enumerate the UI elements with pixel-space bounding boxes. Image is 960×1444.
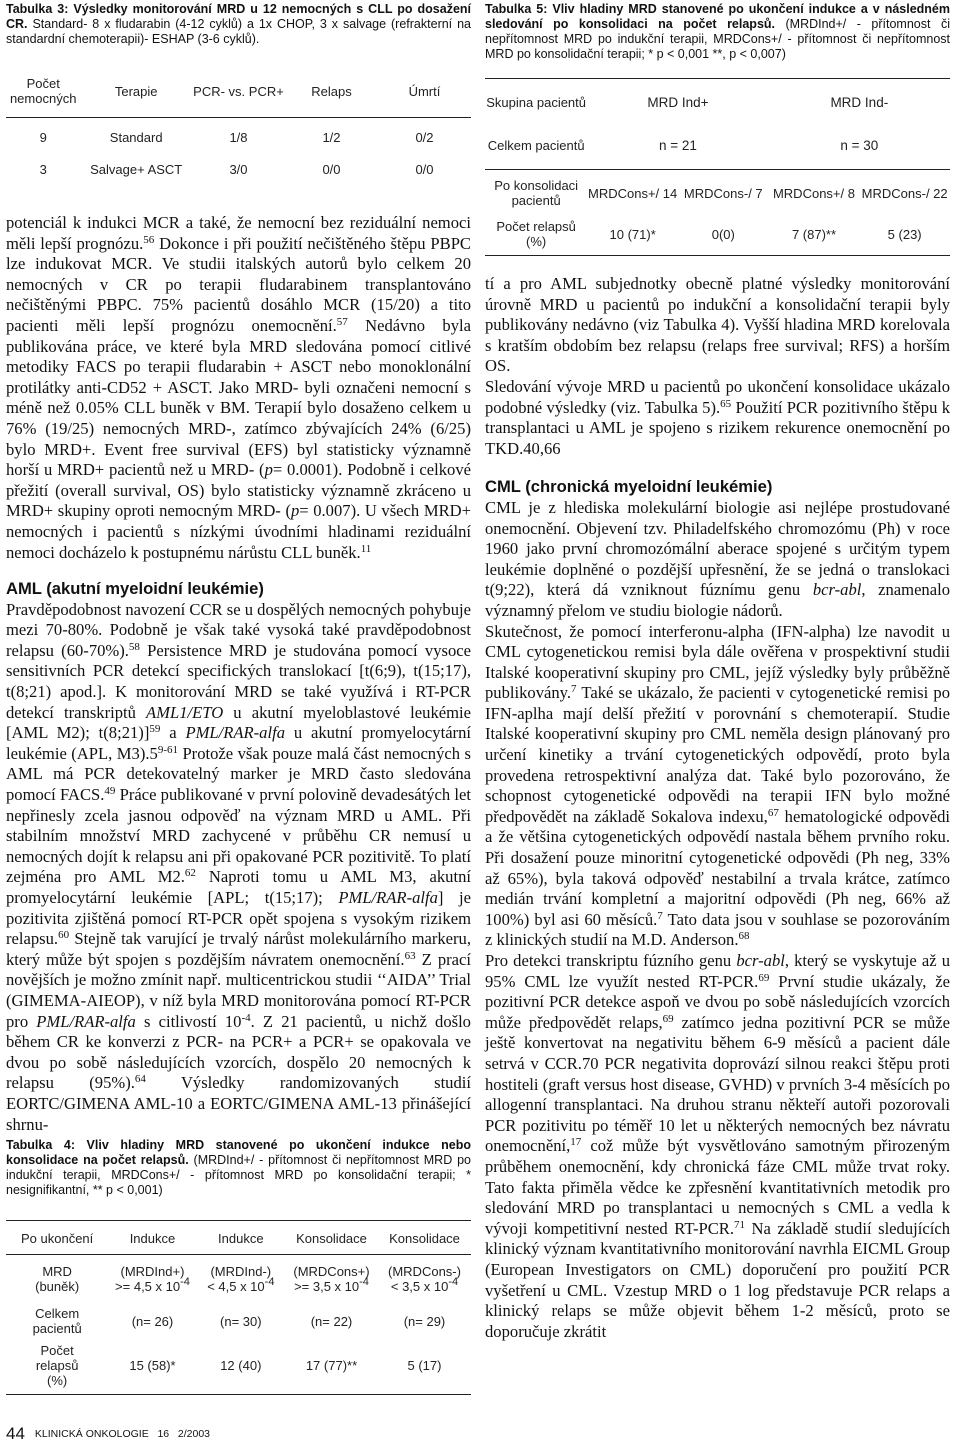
row-label: MRD (buněk) (35, 1264, 80, 1294)
table-cell: 0/2 (415, 129, 434, 145)
text: >= 3,5 x 10 (294, 1279, 360, 1294)
section-heading-cml: CML (chronická myeloidní leukémie) (485, 477, 773, 497)
row-label: Počet relapsů (%) (496, 219, 576, 249)
table-cell (108, 1259, 196, 1299)
text: Použití PCR pozitivního štěpu k transplantaci u AML je spojeno s rizikem rekurence onemocnění po TKD.40,66 (485, 397, 950, 458)
paragraph (485, 498, 950, 622)
table3-divider (6, 117, 471, 118)
right-column (485, 0, 950, 1342)
table-cell: MRDCons-/ 7 (683, 185, 763, 201)
table4-header (6, 1227, 471, 1249)
table-row (6, 1343, 471, 1388)
table3-header-cell: Relaps (311, 83, 352, 99)
text: >= 4,5 x 10 (115, 1279, 181, 1294)
text: u akutní myeloblastové leukémie [AML M2); t(8;21)] (6, 702, 471, 743)
table-cell: MRDCons+/ 8 (772, 185, 855, 201)
cell-name: (MRDCons+) (293, 1264, 370, 1279)
text: Tato data jsou v souhlase se pozorováním z klinických studií na M.D. Anderson. (485, 909, 950, 950)
text: < 4,5 x 10 (207, 1279, 265, 1294)
table-cell (197, 1259, 285, 1299)
table4-header-cell: Konsolidace (296, 1230, 367, 1246)
text: u akutní promyelocytární leukémie (APL, M3).5 (6, 723, 471, 763)
text: Na základě studií sledujících klinický význam kvantitativního monitorování navrhla EICML Group (European Investigators on CML) doporučení pro použití PCR vyšetření u CML. Vzestup MRD o 1 log představuje PCR relaps a klinický relaps se může objevit během 1-2 měsíců, proto se doporučuje zkrátit (485, 1218, 950, 1341)
citation: 65 (720, 397, 732, 410)
text: Sledování vývoje MRD u pacientů po ukončení konsolidace ukázalo podobné výsledky (viz. Tabulka 5). (485, 376, 950, 417)
table4-top-rule (6, 1220, 471, 1221)
citation: 11 (360, 542, 372, 555)
table-cell: 9 (39, 129, 47, 145)
paragraph: tí a pro AML subjednotky obecně platné výsledky monitorování úrovně MRD u pacientů po indukční a konsolidační terapii byly publikovány nedávno (viz Tabulka 4). Vyšší hladina MRD korelovala s kratším obdobím bez relapsu (relaps free survival; RFS) a horším OS. (485, 274, 950, 376)
table5-caption-title: Tabulka 5: Vliv hladiny MRD stanovené po ukončení indukce a v následném sledování po konsolidaci na počet relapsů. (485, 2, 950, 31)
text: , který se vyskytuje až u 95% CML lze využít nested RT-PCR. (485, 951, 950, 991)
paragraph (6, 600, 471, 1135)
section-heading-aml: AML (akutní myeloidní leukémie) (6, 579, 264, 599)
citation: 17 (570, 1136, 582, 1149)
table-cell: (n= 22) (310, 1313, 353, 1329)
table5-grid (485, 79, 950, 255)
table-cell: 5 (17) (407, 1358, 442, 1373)
table4-caption (6, 1138, 471, 1198)
table4 (6, 1138, 471, 1395)
journal-name: KLINICKÁ ONKOLOGIE 16 2/2003 (34, 1428, 211, 1440)
citation: 64 (134, 1073, 146, 1086)
table-row (485, 173, 950, 213)
citation: 56 (143, 233, 155, 246)
citation: 59 (149, 723, 161, 736)
table-cell: (n= 26) (131, 1313, 174, 1329)
table-cell: MRDCons+/ 14 (588, 185, 678, 201)
citation: 7 (571, 683, 577, 696)
table-cell: MRD Ind- (830, 94, 889, 110)
text: AML1/ETO (146, 702, 224, 722)
text: Protože však pouze malá část nemocných s AML má PCR detekovatelný marker je MRD často sledována pomocí FACS. (6, 743, 471, 805)
text: Stejně tak varující je trvalý nárůst molekulárního markeru, který může být spojen s pozdějším návratem onemocnění. (6, 929, 471, 969)
row-label: Skupina pacientů (486, 94, 587, 110)
text: Výsledky randomizovaných studií EORTC/GIMENA AML-10 a EORTC/GIMENA AML-13 přinášející shrnu- (6, 1073, 471, 1134)
table-row (6, 1259, 471, 1299)
text: CML je z hlediska molekulární biologie asi nejlépe prostudované onemocnění. Objevení tzv. Philadelfského chromozómu (Ph) v roce 1960 jako první chromozómální aberace spojené s určitým typem leukémie doplněné o pozdější upřesnění, že se jedná o translokaci t(9;22), která dá vzniknout fúznímu genu (485, 497, 950, 600)
citation: 67 (767, 806, 779, 819)
citation: 69 (758, 971, 770, 984)
text: . Z 21 pacientů, u nichž došlo během CR ke konverzi z PCR- na PCR+ a PCR+ se opakovala ve dvou po sobě následujících vzorcích, dospělo 20 nemocných k relapsu (95%). (6, 1011, 471, 1093)
text: bcr-abl (812, 580, 862, 600)
table5-bottom-rule (485, 255, 950, 256)
cell-name: (MRDCons-) (388, 1264, 461, 1279)
exponent: -4 (359, 1276, 369, 1288)
table4-header-cell: Po ukončení (21, 1230, 94, 1246)
table-cell: 1/2 (322, 129, 341, 145)
table3-caption-title: Tabulka 3: Výsledky monitorování MRD u 12 nemocných s CLL po dosažení CR. (6, 2, 471, 31)
exponent: -4 (264, 1276, 275, 1288)
text: a (160, 723, 186, 743)
table-cell: (n= 29) (403, 1313, 446, 1329)
table-row (6, 123, 471, 151)
text: Pro detekci transkriptu fúzního genu (485, 951, 737, 970)
table-cell: Standard (109, 129, 163, 145)
text: PML/RAR-alfa (36, 1011, 136, 1031)
text: < 3,5 x 10 (390, 1279, 449, 1294)
table-row (6, 1299, 471, 1343)
table-cell: MRD Ind+ (647, 94, 709, 110)
table-cell: 1/8 (229, 129, 248, 145)
citation: 49 (104, 785, 116, 798)
table-cell: Salvage+ ASCT (90, 161, 183, 177)
table-row (485, 79, 950, 125)
paragraph (485, 951, 950, 1342)
table4-header-cell: Indukce (218, 1230, 264, 1246)
cell-name: (MRDInd-) (210, 1264, 272, 1279)
table4-caption-text: (MRDInd+/ - přítomnost či nepřítomnost MRD po indukční terapii, MRDCons+/ - přítomnost MRD po konsolidační terapii; * nesignifikantní, ** p < 0,001) (6, 1153, 471, 1197)
text: , znamenalo významný přelom ve studiu biologie nádorů. (485, 580, 951, 620)
table3-grid (6, 71, 471, 187)
citation: 60 (58, 929, 70, 942)
cell-value (378, 1276, 471, 1294)
table-cell (378, 1259, 471, 1299)
table-row (485, 213, 950, 255)
text: zatímco jedna pozitivní PCR se může ještě konvertovat na negativitu během 6-9 měsíců a pacient dále setrvá v CCR.70 PCR negativita doprovází silnou reakci štěpu proti hostiteli (graft versus host disease, GVHD) v prvních 3-4 měsících po allogenní transplantaci. Na druhou stranu někteří autoři pozorovali PCR pozitivitu po téměř 10 let u některých nemocných bez návratu onemocnění, (485, 1012, 951, 1156)
row-label: Celkem pacientů (487, 137, 585, 153)
text: Persistence MRD je studována pomocí vysoce sensitivních PCR detekcí specifických translokací [t(6;9), t(15;17), t(8;21) apod.]. K monitorování MRD se také využívá i RT-PCR detekcí transkriptů (6, 640, 471, 722)
text: Z prací novějších je možno zmínit např. multicentrickou studii ‘‘AIDA’’ Trial (GIMEMA-AIEOP), v níž byla MRD monitorována pomocí RT-PCR pro (6, 949, 471, 1031)
text: p (290, 501, 300, 521)
exponent: -4 (180, 1276, 190, 1288)
citation: 62 (184, 867, 196, 880)
table3-header-cell: Počet nemocných (9, 76, 77, 106)
table3-header-cell: PCR- vs. PCR+ (193, 83, 284, 99)
text: Nedávno byla publikována práce, ve které byla MRD sledována pomocí citlivé metodiky FACS po terapii fludarabin + ASCT nebo monoklonální protilátky anti-CD52 + ASCT. Jako MRD- byli označeni nemocní s méně než 0.05% CLL buněk v BM. Terapií bylo dosaženo celkem u 76% (19/25) nemocných MRD-, zatímco zbývajících 24% (6/25) bylo MRD+. Event free survival (EFS) byl statisticky významně horší u MRD+ pacientů než u MRD- ( (6, 315, 471, 480)
text: Také se ukázalo, že pacienti v cytogenetické remisi po IFN-aplha mají delší přežití v porovnání s chemoterapií. Studie Italské kooperativní skupiny pro CML neměla design plánovaný pro určení kinetiky a trvání cytogenetických odpovědí, proto byla provedena retrospektivní analýza dat. Také bylo pozorováno, že schopnost cytogenetické odpovědi na terapii IFN bylo možné předpovědět na základě Sokalova indexu, (485, 683, 950, 826)
text: což může být vysvětlováno samotným přirozeným průběhem onemocnění, kdy chronická fáze CML může trvat roky. Tato fakta přiměla vědce ke zpřesnění kvantitativních metodik pro sledování MRD po transplantaci u nemocných s CML a vedla k vývoji kompetitivní nested RT-PCR. (485, 1136, 950, 1238)
table-cell: 0/0 (415, 161, 434, 177)
left-column (6, 0, 471, 1135)
table3-header-cell: Úmrtí (408, 83, 441, 99)
text: Práce publikované v první polovině devadesátých let nepřinesly zcela jasnou odpověď na význam MRD u AML. Při stabilním množství MRD zachycené v průběhu CR nemusí u nemocných dojít k relapsu ani při opakované PCR pozitivitě. To platí zejména pro AML M2. (6, 785, 471, 887)
text: = 0.0001). Podobně i celkové přežití (overall survival, OS) bylo statisticky významně zkráceno u MRD+ skupiny oproti nemocným MRD- ( (6, 460, 472, 521)
table4-caption-title: Tabulka 4: Vliv hladiny MRD stanovené po ukončení indukce nebo konsolidace na počet relapsů. (6, 1138, 471, 1167)
citation: 7 (657, 909, 663, 922)
table-cell: 15 (58)* (129, 1358, 176, 1373)
text: = 0.007). U všech MRD+ nemocných i pacientů s nízkými úvodními hladinami reziduální nemoci docházelo k postupnému nárůstu CLL buněk. (6, 501, 471, 562)
table-cell: 12 (40) (220, 1358, 262, 1373)
citation: 9-61 (157, 743, 178, 756)
table-cell (285, 1259, 378, 1299)
text: p (264, 460, 273, 480)
citation: -4 (241, 1011, 251, 1024)
cell-value (285, 1276, 378, 1294)
cell-value (108, 1276, 196, 1294)
table-cell: 7 (87)** (791, 226, 837, 242)
table4-header-cell: Konsolidace (389, 1230, 460, 1246)
text: hematologické odpovědi a že většina cytogenetických odpovědí nastala během prvního roku. Při dosažení pouze minoritní cytogenetické odpovědi (Ph neg, 33% až 65%), byla taková odpověď nestabilní a trvala krátce, zatímco medián trvání kompletní a majoritní odpovědi (Ph neg, 66% až 100%) byl asi 60 měsíců. (485, 806, 950, 929)
text: První studie ukázaly, že pozitivní PCR detekce aspoň ve dvou po sobě následujících vzorcích může předpovědět relaps, (485, 971, 950, 1032)
table3-caption (6, 2, 471, 47)
cell-name: (MRDInd+) (120, 1264, 185, 1279)
citation: 68 (738, 930, 750, 943)
citation: 58 (128, 640, 140, 653)
citation: 63 (404, 949, 416, 962)
table4-header-cell: Indukce (129, 1230, 176, 1246)
text: Dokonce i při použití nečištěného štěpu PBPC lze indukovat MCR. Ve studii italských autorů bylo celkem 20 nemocných v CR po terapii fludarabinem transplantováno nečištěnými PBPC. 75% pacientů dosáhlo MCR (15/20) a tito pacienti měli lepší prognózu onemocnění. (6, 233, 471, 335)
table-cell: MRDCons-/ 22 (861, 185, 948, 201)
text: Pravděpodobnost navození CCR se u dospělých nemocných pohybuje mezi 70-80%. Podobně je však také vysoká také pravděpodobnost relapsu (60-70%). (6, 599, 472, 660)
paragraph (485, 622, 950, 952)
text: ] je pozitivita zjištěná pomocí RT-PCR opět spojena s vysokým rizikem relapsu. (6, 888, 471, 949)
row-label: Počet relapsů (%) (35, 1343, 79, 1388)
citation: 71 (734, 1218, 745, 1231)
paragraph (485, 377, 950, 459)
table5-caption (485, 2, 950, 62)
row-label: Po konsolidaci pacientů (494, 178, 579, 208)
citation: 57 (336, 315, 348, 328)
table-cell: n = 30 (840, 137, 879, 153)
table-cell: 10 (71)* (609, 226, 656, 242)
table-cell: 0/0 (322, 161, 341, 177)
table5-caption-text: (MRDInd+/ - přítomnost či nepřítomnost MRD po indukční terapii, MRDCons+/ - přítomnost či nepřítomnost MRD po konsolidační terapii; * p < 0,001 **, p < 0,007) (485, 17, 950, 61)
text: Skutečnost, že pomocí interferonu-alpha (IFN-alpha) lze navodit u CML cytogenetickou remisi byla dále ověřena v prospektivní studii Italské kooperativní skupiny pro CML, jejíž výsledky byly průběžně publikovány. (485, 621, 950, 703)
table4-divider (6, 1254, 471, 1255)
row-label: Celkem pacientů (32, 1306, 82, 1336)
table3 (6, 71, 471, 187)
table-cell: 5 (23) (887, 226, 922, 242)
table3-header (6, 71, 471, 111)
table3-header-cell: Terapie (114, 83, 158, 99)
table-cell: 3 (39, 161, 47, 177)
table-row (485, 125, 950, 165)
table5-divider (485, 169, 950, 170)
table3-caption-text: Standard- 8 x fludarabin (4-12 cyklů) a 1x CHOP, 3 x salvage (refrakterní na standardní chemoterapii)- ESHAP (3-6 cyklů). (6, 17, 471, 46)
table5 (485, 78, 950, 256)
text: s citlivostí 10 (135, 1011, 242, 1031)
table-cell: 3/0 (229, 161, 248, 177)
table-row (6, 151, 471, 187)
exponent: -4 (448, 1276, 459, 1288)
text: Naproti tomu u AML M3, akutní promyelocytární leukémie [APL; t(15;17); (6, 867, 471, 907)
table-cell: 0(0) (711, 226, 735, 242)
table-cell: 17 (77)** (305, 1358, 358, 1373)
table-cell: n = 21 (659, 137, 697, 153)
table-cell: (n= 30) (220, 1313, 262, 1329)
page-footer (6, 1424, 210, 1444)
citation: 69 (662, 1012, 674, 1025)
table4-bottom-rule (6, 1394, 471, 1395)
paragraph (6, 213, 471, 563)
text: bcr-abl (736, 951, 785, 970)
table4-grid (6, 1227, 471, 1388)
text: PML/RAR-alfa (338, 888, 438, 907)
cell-value (197, 1276, 285, 1294)
text: PML/RAR-alfa (185, 723, 285, 743)
page-number: 44 (6, 1424, 25, 1443)
text: potenciál k indukci MCR a také, že nemocní bez reziduální nemoci měli lepší prognózu. (6, 213, 471, 253)
